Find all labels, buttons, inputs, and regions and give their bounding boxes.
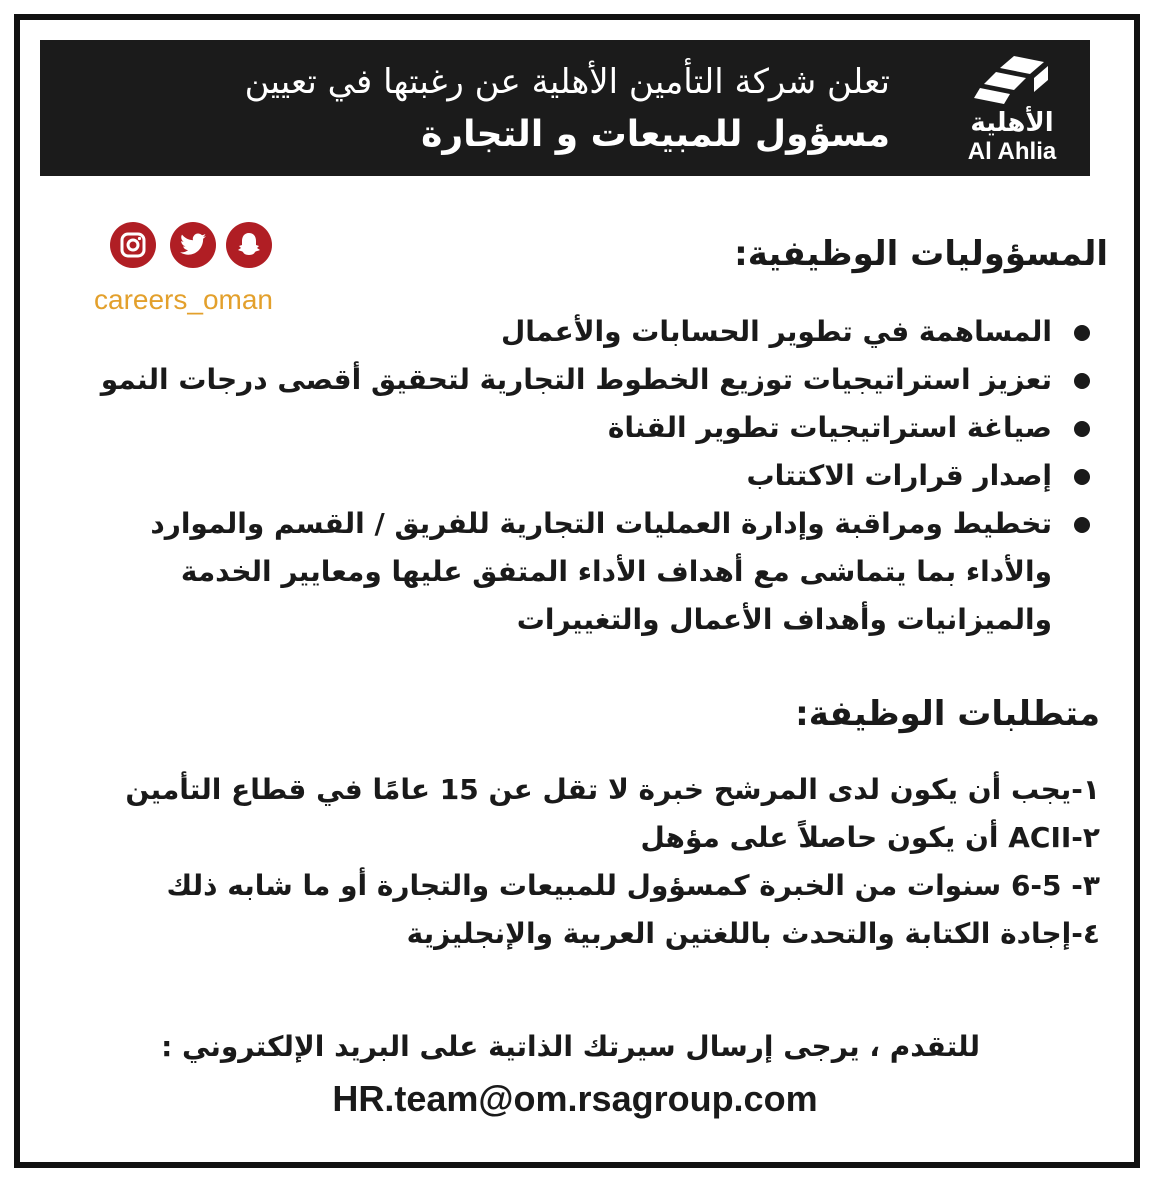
list-item: إصدار قرارات الاكتتاب bbox=[90, 452, 1090, 500]
list-item: ٣- 6-5 سنوات من الخبرة كمسؤول للمبيعات والتجارة أو ما شابه ذلك bbox=[166, 869, 1100, 902]
list-item: صياغة استراتيجيات تطوير القناة bbox=[90, 404, 1090, 452]
logo-arabic-text: الأهلية bbox=[970, 108, 1054, 138]
list-item: المساهمة في تطوير الحسابات والأعمال bbox=[90, 308, 1090, 356]
list-item: ٤-إجادة الكتابة والتحدث باللغتين العربية والإنجليزية bbox=[406, 917, 1100, 950]
header-banner bbox=[40, 40, 1090, 176]
apply-instructions: للتقدم ، يرجى إرسال سيرتك الذاتية على البريد الإلكتروني : bbox=[161, 1030, 980, 1063]
twitter-icon[interactable] bbox=[170, 222, 216, 268]
logo-english-text: Al Ahlia bbox=[967, 138, 1057, 165]
contact-email-link[interactable]: HR.team@om.rsagroup.com bbox=[332, 1078, 818, 1119]
snapchat-icon[interactable] bbox=[226, 222, 272, 268]
responsibilities-heading: المسؤوليات الوظيفية: bbox=[734, 234, 1108, 274]
list-item: ١-يجب أن يكون لدى المرشح خبرة لا تقل عن 15 عامًا في قطاع التأمين bbox=[125, 773, 1100, 806]
requirements-heading: متطلبات الوظيفة: bbox=[795, 694, 1100, 734]
social-handle[interactable]: careers_oman bbox=[94, 284, 273, 315]
job-title: مسؤول للمبيعات و التجارة bbox=[421, 114, 890, 155]
requirements-list bbox=[90, 766, 1100, 958]
al-ahlia-logo-mark-icon bbox=[974, 54, 1050, 108]
list-item: تعزيز استراتيجيات توزيع الخطوط التجارية لتحقيق أقصى درجات النمو bbox=[90, 356, 1090, 404]
list-item: تخطيط ومراقبة وإدارة العمليات التجارية للفريق / القسم والموارد والأداء بما يتماشى مع أهداف الأداء المتفق عليها ومعايير الخدمة والميزانيات وأهداف الأعمال والتغييرات bbox=[90, 500, 1090, 644]
announcement-line: تعلن شركة التأمين الأهلية عن رغبتها في تعيين bbox=[244, 62, 890, 102]
responsibilities-list bbox=[90, 308, 1090, 644]
instagram-icon[interactable] bbox=[110, 222, 156, 268]
al-ahlia-logo bbox=[952, 54, 1072, 164]
list-item: ٢-ACII أن يكون حاصلاً على مؤهل bbox=[640, 821, 1100, 854]
